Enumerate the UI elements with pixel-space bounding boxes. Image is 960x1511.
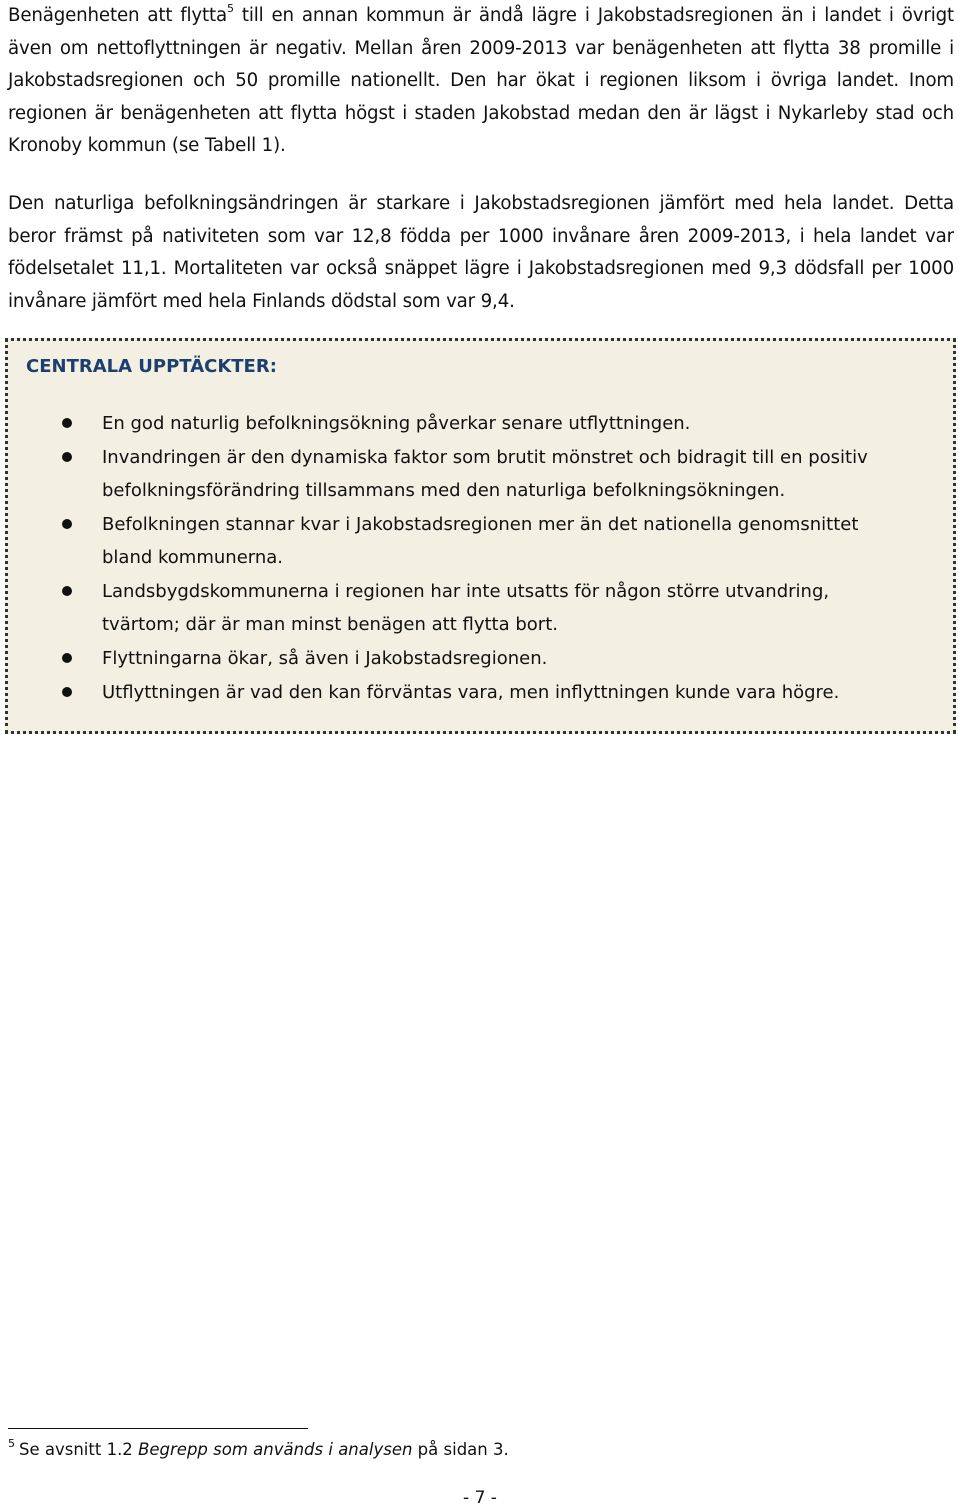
page-number: - 7 - xyxy=(463,1488,497,1508)
key-finding-text: Flyttningarna ökar, så även i Jakobstadsregionen. xyxy=(102,648,548,669)
paragraph-migration-propensity xyxy=(8,0,954,163)
footnote-number: 5 xyxy=(8,1437,15,1450)
footnote-text: på sidan 3. xyxy=(412,1440,509,1459)
footnote-text: Se avsnitt 1.2 xyxy=(19,1440,139,1459)
bullet-icon xyxy=(62,653,72,663)
footnote-italic-text: Begrepp som används i analysen xyxy=(138,1440,413,1459)
bullet-icon xyxy=(62,586,72,596)
key-finding-item xyxy=(8,642,953,675)
key-findings-box xyxy=(5,338,956,734)
key-finding-text: Befolkningen stannar kvar i Jakobstadsregionen mer än det nationella genomsnittet bland kommunerna. xyxy=(102,514,859,568)
paragraph-text: till en annan kommun är ändå lägre i Jakobstadsregionen än i landet i övrigt även om nettoflyttningen är negativ. Mellan åren 2009-2013 var benägenheten att flytta 38 promille i Jakobstadsregionen och 50 promille nationellt. Den har ökat i regionen liksom i övriga landet. Inom regionen är benägenheten att flytta högst i staden Jakobstad medan den är lägst i Nykarleby stad och Kronoby kommun (se Tabell 1). xyxy=(8,5,954,156)
bullet-icon xyxy=(62,418,72,428)
key-finding-item xyxy=(8,676,953,709)
paragraph-text: Benägenheten att flytta xyxy=(8,5,227,26)
footnote-reference[interactable]: 5 xyxy=(227,2,234,15)
key-finding-text: En god naturlig befolkningsökning påverkar senare utflyttningen. xyxy=(102,413,691,434)
bullet-icon xyxy=(62,452,72,462)
footnote xyxy=(8,1436,509,1464)
key-findings-title: CENTRALA UPPTÄCKTER: xyxy=(26,356,277,377)
key-finding-text: Invandringen är den dynamiska faktor som brutit mönstret och bidragit till en positiv befolkningsförändring tillsammans med den naturliga befolkningsökningen. xyxy=(102,447,868,501)
bullet-icon xyxy=(62,519,72,529)
bullet-icon xyxy=(62,687,72,697)
paragraph-natural-population-change: Den naturliga befolkningsändringen är starkare i Jakobstadsregionen jämfört med hela landet. Detta beror främst på nativiteten som var 12,8 födda per 1000 invånare åren 2009-2013, i hela landet var födelsetalet 11,1. Mortaliteten var också snäppet lägre i Jakobstadsregionen med 9,3 dödsfall per 1000 invånare jämfört med hela Finlands dödstal som var 9,4. xyxy=(8,193,954,312)
key-finding-text: Landsbygdskommunerna i regionen har inte utsatts för någon större utvandring, tvärtom; där är man minst benägen att flytta bort. xyxy=(102,581,830,635)
footnote-separator xyxy=(8,1428,308,1429)
key-finding-item xyxy=(8,575,953,641)
key-finding-item xyxy=(8,407,953,440)
key-finding-text: Utflyttningen är vad den kan förväntas vara, men inflyttningen kunde vara högre. xyxy=(102,682,840,703)
key-finding-item xyxy=(8,508,953,574)
key-finding-item xyxy=(8,441,953,507)
key-findings-list xyxy=(8,407,953,710)
